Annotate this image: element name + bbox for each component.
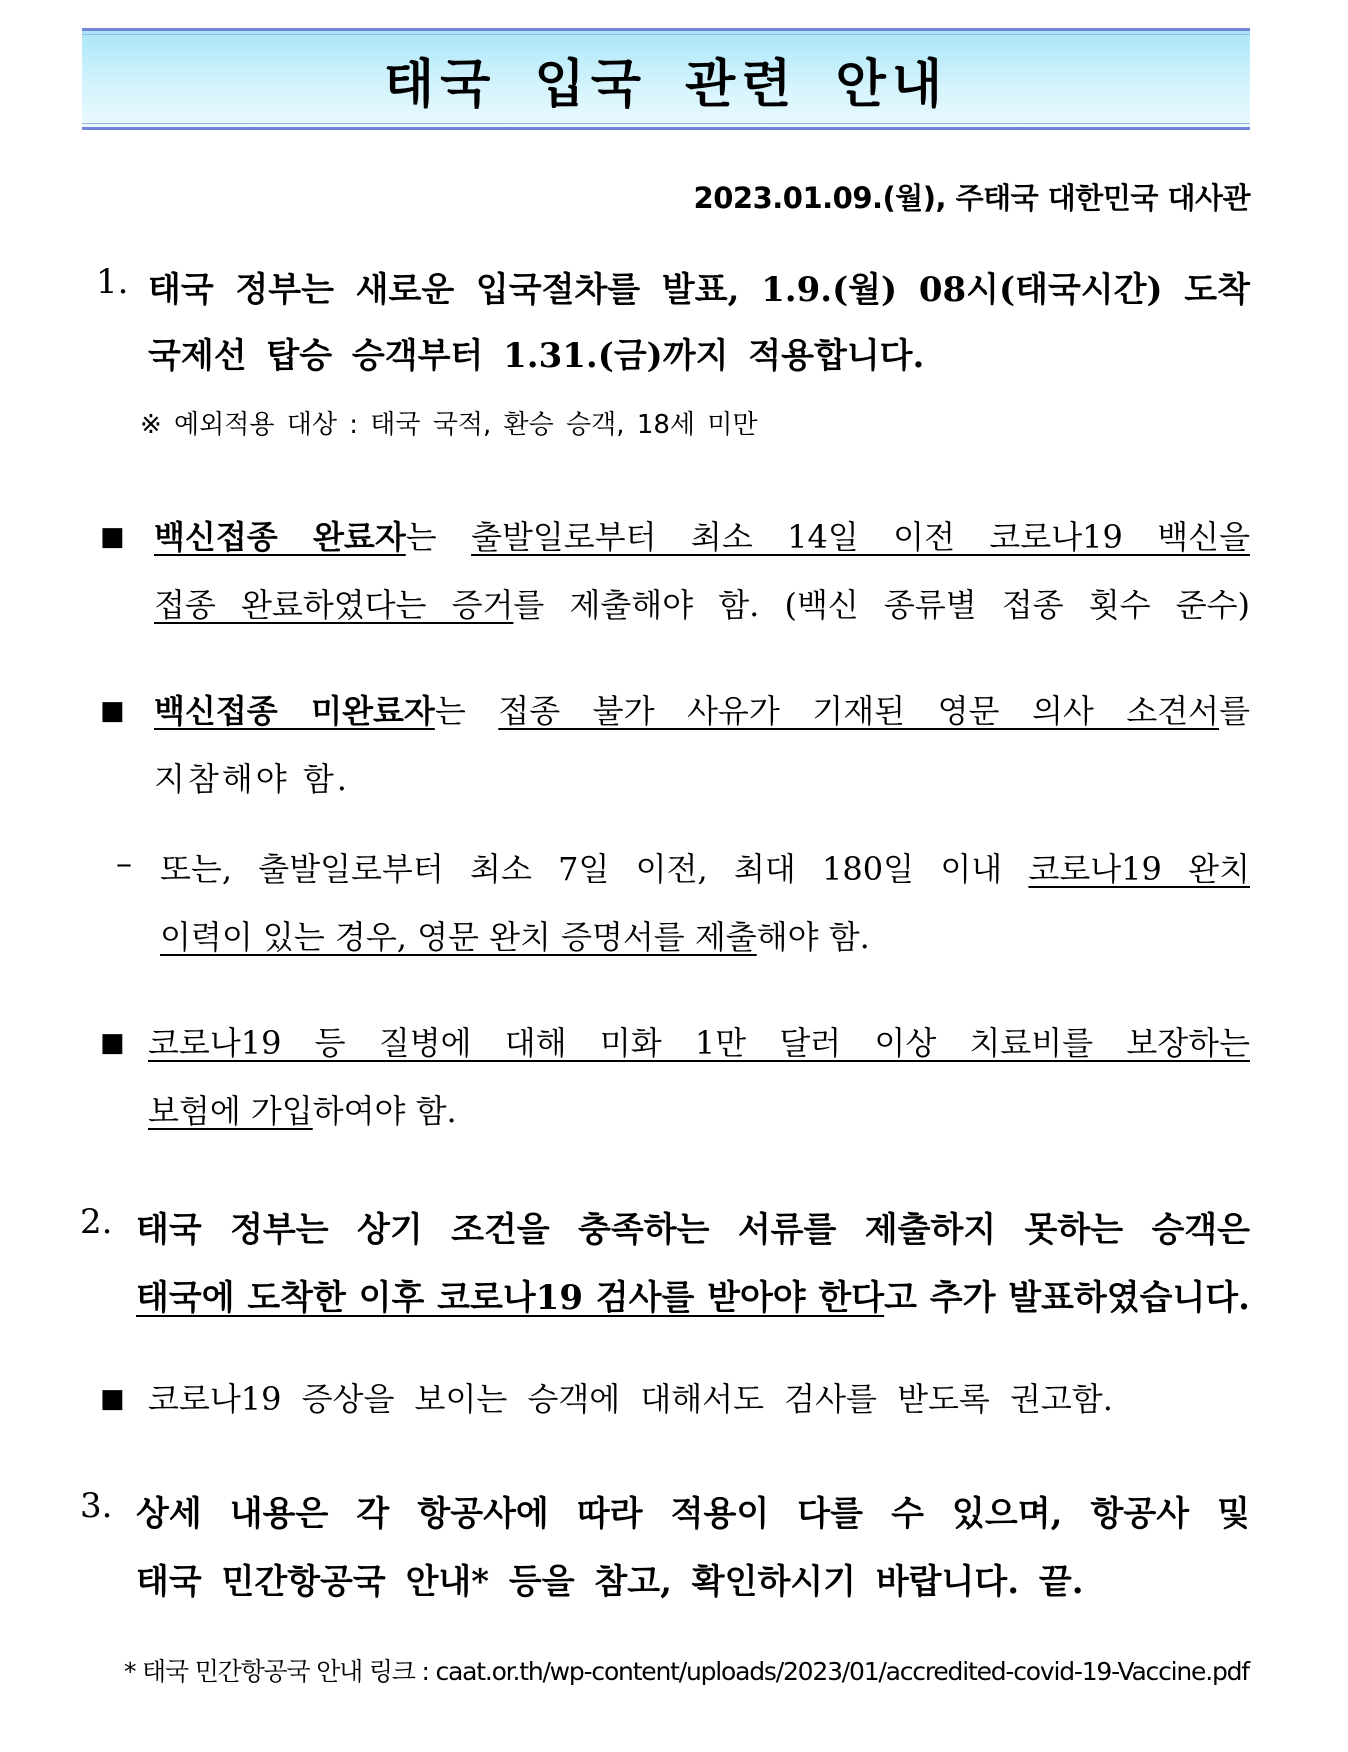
insurance-line-1: 코로나19 등 질병에 대해 미화 1만 달러 이상 치료비를 보장하는 [148, 1024, 1250, 1062]
section-1-line-2: 국제선 탑승 승객부터 1.31.(금)까지 적용합니다. [148, 336, 925, 376]
section-1-exception-note: ※ 예외적용 대상 : 태국 국적, 환승 승객, 18세 미만 [140, 410, 758, 440]
insurance-text: 하여야 함. [312, 1092, 457, 1130]
recovery-history: 코로나19 완치 [1028, 850, 1250, 888]
test-on-arrival: 태국에 도착한 이후 코로나19 검사를 받아야 한다 [136, 1278, 885, 1318]
section-2-text: 고 추가 발표하였습니다. [884, 1278, 1250, 1318]
vaccination-proof: 접종 완료하였다는 증거 [154, 586, 514, 624]
bullet-1-line-1 [154, 512, 1250, 558]
bullet-square-icon: ■ [100, 1028, 125, 1058]
section-2-bullet: 코로나19 증상을 보이는 승객에 대해서도 검사를 받도록 권고함. [148, 1380, 1113, 1418]
date-and-sender: 2023.01.09.(월), 주태국 대한민국 대사관 [693, 181, 1250, 215]
vaccinated-requirement: 출발일로부터 최소 14일 이전 코로나19 백신을 [471, 518, 1250, 556]
section-3-line-1: 상세 내용은 각 항공사에 따라 적용이 다를 수 있으며, 항공사 및 [136, 1494, 1250, 1534]
section-3-number: 3. [80, 1486, 113, 1526]
bullet-2-particle: 를 [1219, 692, 1250, 730]
bullet-1-line-2 [154, 580, 1250, 626]
section-1-line-1: 태국 정부는 새로운 입국절차를 발표, 1.9.(월) 08시(태국시간) 도착 [148, 270, 1250, 310]
bullet-2-line-1 [154, 686, 1250, 732]
recovery-certificate: 이력이 있는 경우, 영문 완치 증명서를 제출 [160, 918, 757, 956]
section-2-number: 2. [80, 1202, 113, 1242]
unvaccinated-term: 백신접종 미완료자 [154, 692, 435, 730]
bullet-square-icon: ■ [100, 522, 125, 552]
bullet-square-icon: ■ [100, 1384, 125, 1414]
section-3-line-2: 태국 민간항공국 안내* 등을 참고, 확인하시기 바랍니다. 끝. [136, 1562, 1084, 1602]
recovery-line-1 [160, 844, 1250, 890]
bullet-square-icon: ■ [100, 696, 125, 726]
dash-icon: – [116, 844, 132, 882]
medical-certificate: 접종 불가 사유가 기재된 영문 의사 소견서 [498, 692, 1220, 730]
bullet-1-text: 는 [405, 518, 472, 556]
bullet-2-line-2: 지참해야 함. [154, 760, 350, 798]
page-title: 태국 입국 관련 안내 [383, 54, 949, 115]
bullet-2-text: 는 [434, 692, 499, 730]
title-banner [82, 28, 1250, 130]
bullet-1-text-2: 를 제출해야 함. (백신 종류별 접종 횟수 준수) [513, 586, 1250, 624]
footnote-link[interactable]: * 태국 민간항공국 안내 링크 : caat.or.th/wp-content/uploads/2023/01/accredited-covid-19-Vaccine.pdf [124, 1657, 1249, 1686]
vaccinated-term: 백신접종 완료자 [154, 518, 406, 556]
section-2-line-2 [136, 1270, 1250, 1319]
recovery-text-2: 해야 함. [756, 918, 870, 956]
recovery-text: 또는, 출발일로부터 최소 7일 이전, 최대 180일 이내 [160, 850, 1029, 888]
insurance-line-2 [148, 1086, 457, 1132]
section-1-number: 1. [96, 262, 129, 302]
recovery-line-2 [160, 912, 870, 958]
section-2-line-1: 태국 정부는 상기 조건을 충족하는 서류를 제출하지 못하는 승객은 [136, 1210, 1250, 1250]
insurance-enroll: 보험에 가입 [148, 1092, 313, 1130]
